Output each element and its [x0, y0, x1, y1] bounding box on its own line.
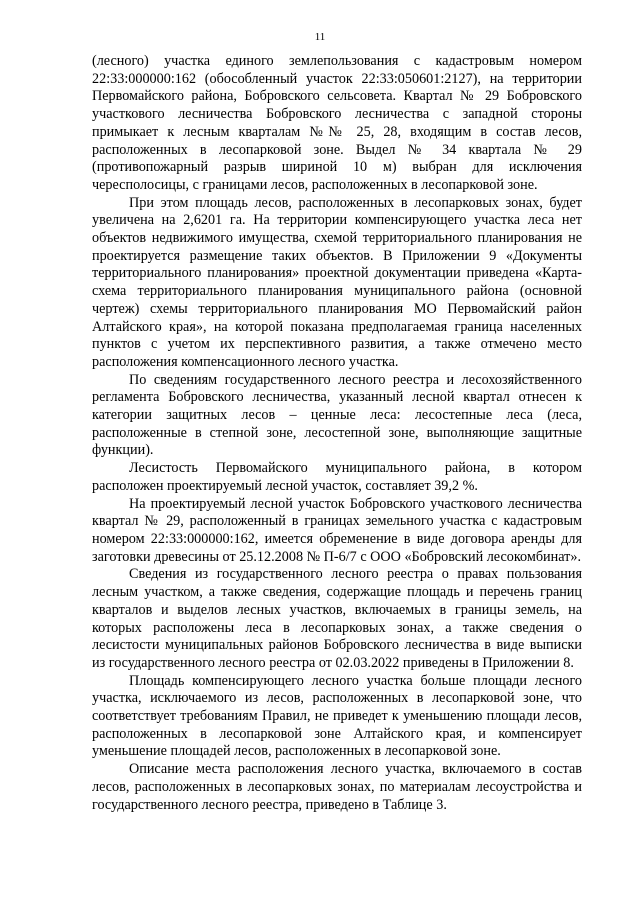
- paragraph-4: Лесистость Первомайского муниципального района, в котором расположен проектируемый лесной участок, составляет 39,2 %.: [92, 460, 582, 494]
- page-number: 11: [314, 31, 326, 43]
- paragraph-7: Площадь компенсирующего лесного участка больше площади лесного участка, исключаемого из лесов, расположенных в лесопарковой зоне, что соответствует требованиям Правил, не приведет к уменьшению площади лесов, расположенных в лесопарковой зоне Алтайского края, и компенсирует уменьшение площадей лесов, расположенных в лесопарковой зоне.: [92, 672, 582, 760]
- paragraph-2: При этом площадь лесов, расположенных в лесопарковых зонах, будет увеличена на 2,6201 га. На территории компенсирующего участка леса нет объектов недвижимого имущества, схемой территориального планирования не проектируется размещение таких объектов. В Приложении 9 «Документы территориального планирования» проектной документации приведена «Карта-схема территориального планирования муниципального района (основной чертеж) схемы территориального планирования МО Первомайский район Алтайского края», на которой показана предполагаемая граница населенных пунктов с учетом их перспективного развития, а также отмечено место расположения компенсационного лесного участка.: [92, 194, 582, 370]
- paragraph-3: По сведениям государственного лесного реестра и лесохозяйственного регламента Бобровского лесничества, указанный лесной квартал отнесен к категории защитных лесов – ценные леса: лесостепные леса (леса, расположенные в степной зоне, лесостепной зоне, выполняющие защитные функции).: [92, 371, 582, 459]
- document-body: [92, 53, 582, 814]
- paragraph-6: Сведения из государственного лесного реестра о правах пользования лесным участком, а также сведения, содержащие площадь и перечень границ кварталов и выделов лесных участков, включаемых в границы земель, на которых расположены леса в лесопарковых зонах, а также сведения о лесистости муниципальных районов Бобровского лесничества в виде выписки из государственного лесного реестра от 02.03.2022 приведены в Приложении 8.: [92, 566, 582, 671]
- paragraph-1: (лесного) участка единого землепользования с кадастровым номером 22:33:000000:162 (обособленный участок 22:33:050601:2127), на территории Первомайского района, Бобровского сельсовета. Квартал № 29 Бобровского участкового лесничества Бобровского лесничества с западной стороны примыкает к лесным кварталам №№ 25, 28, входящим в состав лесов, расположенных в лесопарковой зоне. Выдел № 34 квартала № 29 (противопожарный разрыв шириной 10 м) выбран для исключения чересполосицы, с границами лесов, расположенных в лесопарковой зоне.: [92, 53, 582, 193]
- paragraph-8: Описание места расположения лесного участка, включаемого в состав лесов, расположенных в лесопарковых зонах, по материалам лесоустройства и государственного лесного реестра, приведено в Таблице 3.: [92, 761, 582, 813]
- paragraph-5: На проектируемый лесной участок Бобровского участкового лесничества квартал № 29, расположенный в границах земельного участка с кадастровым номером 22:33:000000:162, имеется обременение в виде договора аренды для заготовки древесины от 25.12.2008 № П-6/7 с ООО «Бобровский лесокомбинат».: [92, 495, 582, 565]
